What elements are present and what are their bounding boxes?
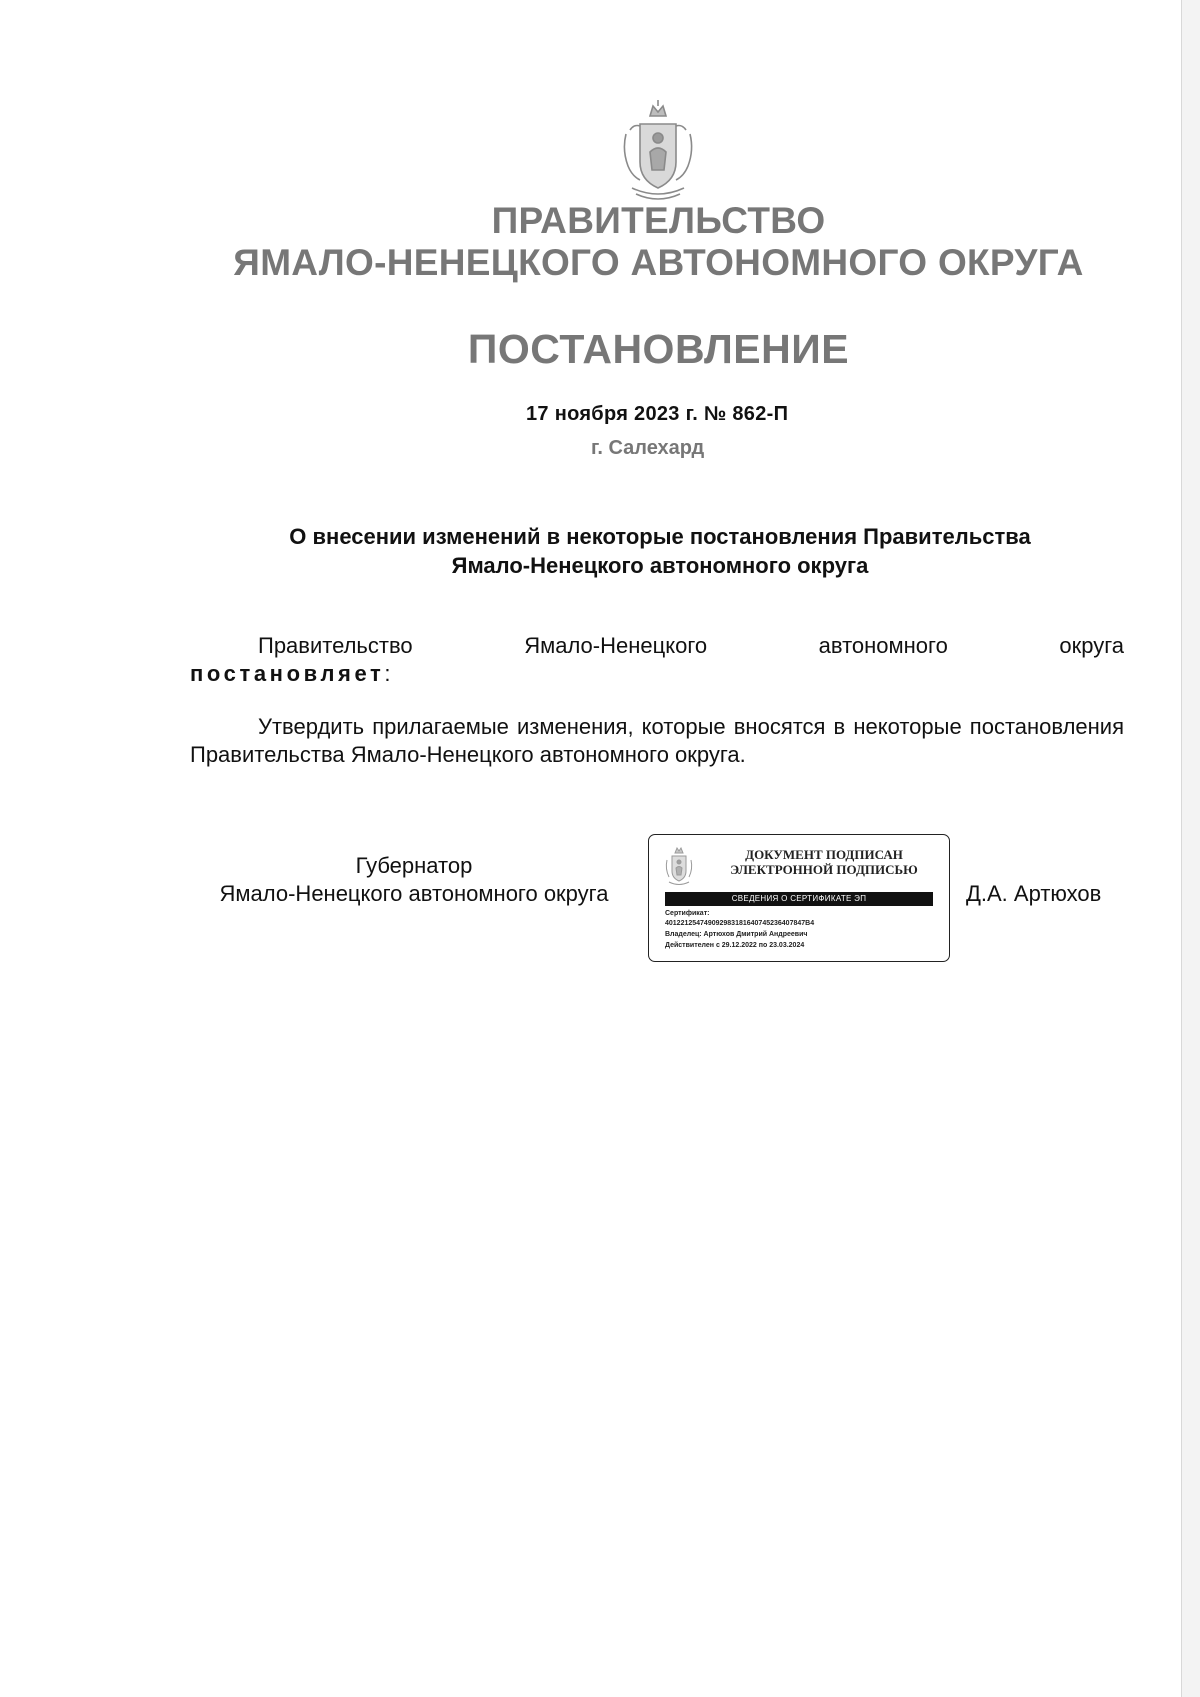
document-city: г. Салехард — [591, 437, 705, 459]
stamp-title-line1: ДОКУМЕНТ ПОДПИСАН — [745, 847, 903, 862]
para1-word: Ямало-Ненецкого — [524, 633, 708, 658]
signatory-position-line2: Ямало-Ненецкого автономного округа — [219, 881, 609, 906]
document-type: ПОСТАНОВЛЕНИЕ — [467, 326, 850, 372]
signatory-position — [190, 852, 638, 908]
stamp-owner: Владелец: Артюхов Дмитрий Андреевич — [665, 931, 808, 938]
stamp-validity: Действителен с 29.12.2022 по 23.03.2024 — [665, 942, 805, 949]
para1-word: Правительство — [258, 633, 413, 658]
coat-of-arms-icon — [664, 847, 694, 887]
document-title-line1: О внесении изменений в некоторые постановления Правительства — [289, 524, 1031, 549]
signatory-name: Д.А. Артюхов — [966, 881, 1102, 906]
electronic-signature-stamp — [648, 834, 950, 962]
organization-name-line2: ЯМАЛО-НЕНЕЦКОГО АВТОНОМНОГО ОКРУГА — [233, 242, 1084, 283]
document-title-line2: Ямало-Ненецкого автономного округа — [451, 553, 869, 578]
stamp-cert-number: 401221254749092983181640745236407847B4 — [665, 920, 815, 927]
stamp-title — [711, 847, 937, 877]
resolution-colon: : — [384, 661, 391, 686]
coat-of-arms-icon — [620, 100, 696, 202]
resolution-paragraph-second-line — [190, 660, 1124, 688]
document-header — [0, 200, 1200, 284]
signatory-position-line1: Губернатор — [355, 853, 473, 878]
approval-paragraph: Утвердить прилагаемые изменения, которые вносятся в некоторые постановления Правительства Ямало-Ненецкого автономного округа. — [190, 714, 1124, 767]
document-title — [190, 522, 1130, 580]
para1-word: автономного — [818, 633, 948, 658]
para1-word: округа — [1059, 633, 1124, 658]
resolution-paragraph — [190, 632, 1124, 688]
resolution-paragraph-first-line — [190, 632, 1124, 660]
stamp-certificate-bar: СВЕДЕНИЯ О СЕРТИФИКАТЕ ЭП — [665, 892, 933, 906]
document-date-number: 17 ноября 2023 г. № 862-П — [526, 403, 789, 425]
stamp-title-line2: ЭЛЕКТРОННОЙ ПОДПИСЬЮ — [730, 862, 918, 877]
stamp-cert-label: Сертификат: — [665, 910, 710, 917]
resolution-keyword: постановляет — [190, 661, 385, 686]
organization-name-line1: ПРАВИТЕЛЬСТВО — [491, 200, 826, 241]
